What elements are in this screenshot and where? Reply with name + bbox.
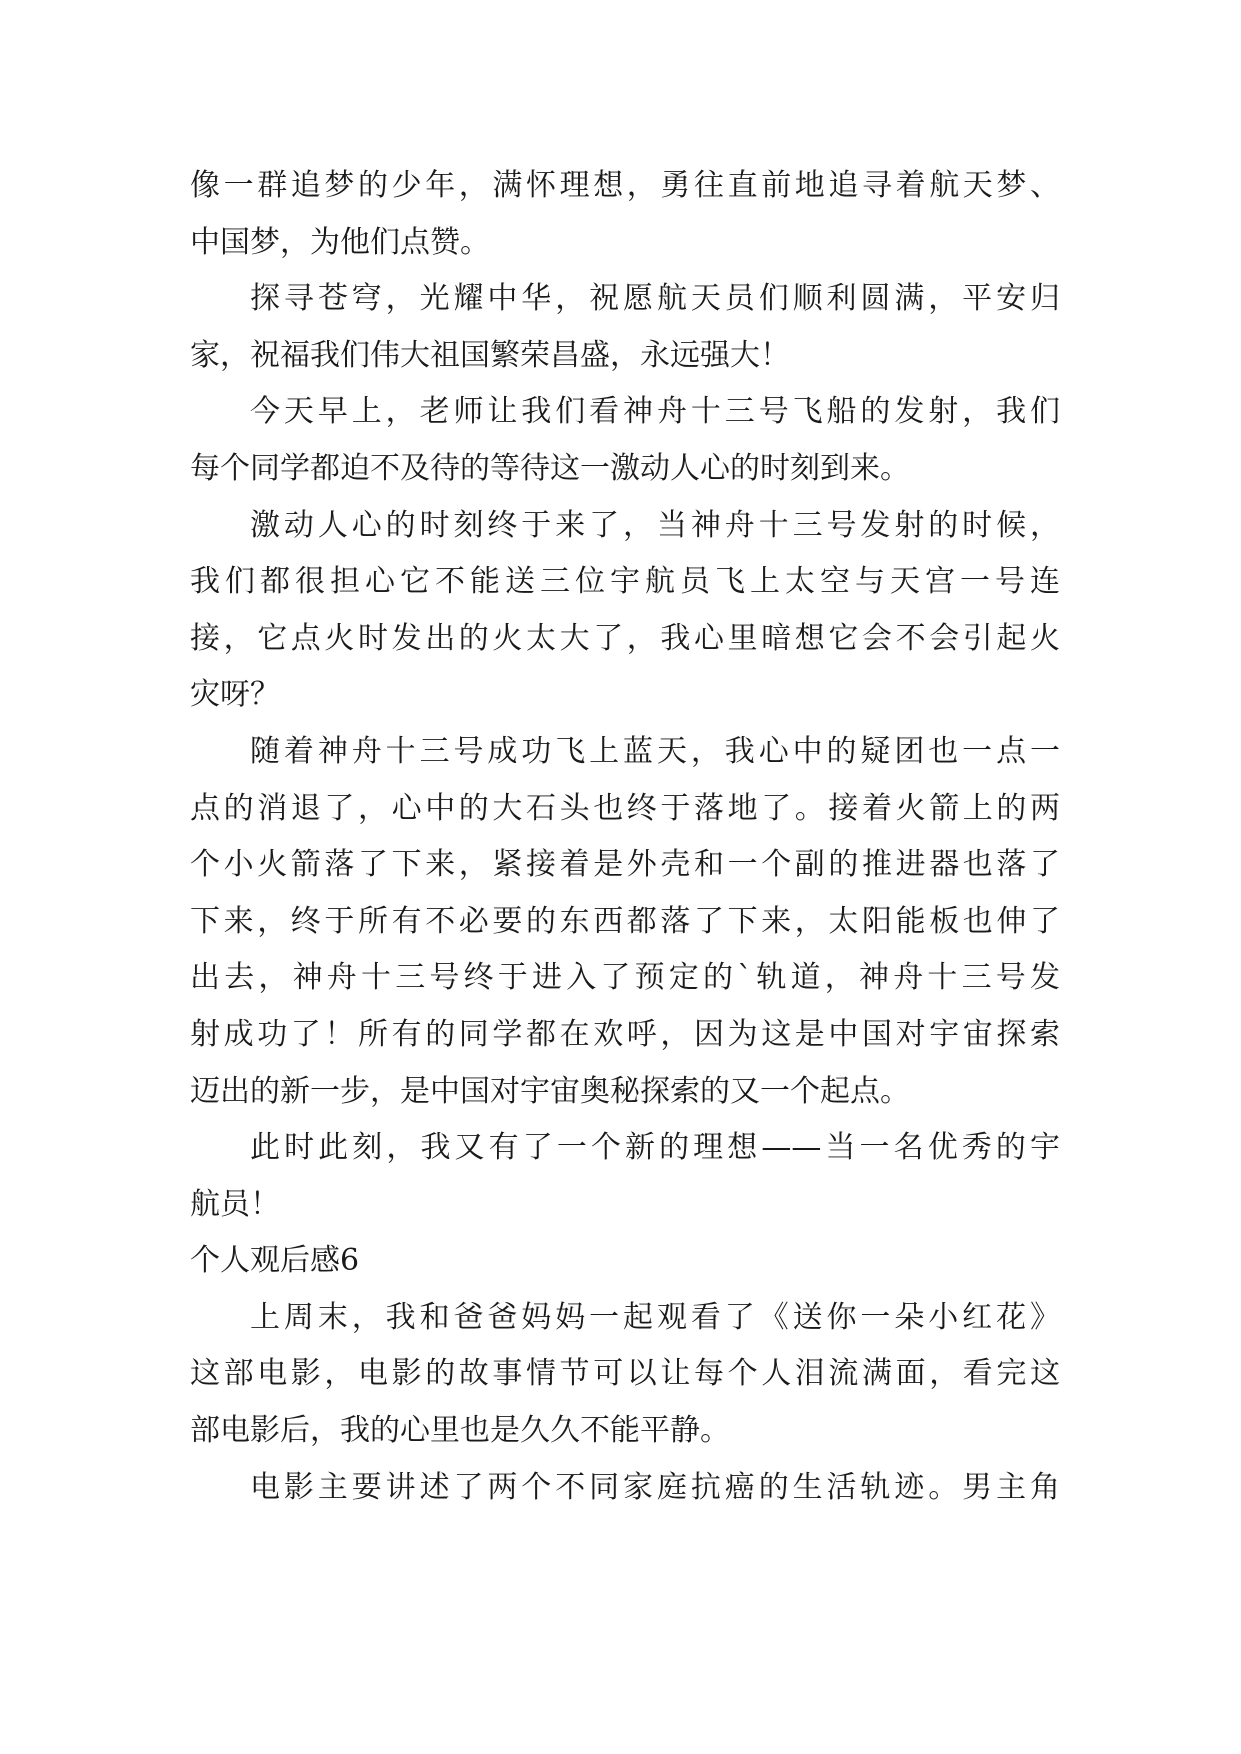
- text-line: 接，它点火时发出的火太大了，我心里暗想它会不会引起火: [190, 620, 1060, 656]
- text-line: 射成功了！所有的同学都在欢呼，因为这是中国对宇宙探索: [190, 1016, 1060, 1052]
- text-line: 此时此刻，我又有了一个新的理想——当一名优秀的宇: [250, 1130, 1060, 1166]
- text-line: 个小火箭落了下来，紧接着是外壳和一个副的推进器也落了: [190, 847, 1060, 883]
- text-line: 我们都很担心它不能送三位宇航员飞上太空与天宫一号连: [190, 564, 1060, 600]
- text-line: 灾呀？: [190, 677, 280, 713]
- text-line: 电影主要讲述了两个不同家庭抗癌的生活轨迹。男主角: [250, 1469, 1060, 1505]
- text-line: 上周末，我和爸爸妈妈一起观看了《送你一朵小红花》: [250, 1299, 1060, 1335]
- text-line: 中国梦，为他们点赞。: [190, 224, 490, 260]
- text-line: 家，祝福我们伟大祖国繁荣昌盛，永远强大！: [190, 337, 790, 373]
- text-line: 出去，神舟十三号终于进入了预定的`轨道，神舟十三号发: [190, 960, 1060, 996]
- text-line: 像一群追梦的少年，满怀理想，勇往直前地追寻着航天梦、: [190, 168, 1060, 203]
- text-line: 今天早上，老师让我们看神舟十三号飞船的发射，我们: [250, 394, 1060, 430]
- text-line: 探寻苍穹，光耀中华，祝愿航天员们顺利圆满，平安归: [250, 281, 1060, 317]
- text-line: 这部电影，电影的故事情节可以让每个人泪流满面，看完这: [190, 1356, 1060, 1392]
- text-line: 迈出的新一步，是中国对宇宙奥秘探索的又一个起点。: [190, 1073, 910, 1109]
- document-body: [190, 158, 1060, 1516]
- text-line: 下来，终于所有不必要的东西都落了下来，太阳能板也伸了: [190, 903, 1060, 939]
- text-line: 部电影后，我的心里也是久久不能平静。: [190, 1413, 730, 1449]
- text-line: 激动人心的时刻终于来了，当神舟十三号发射的时候，: [250, 507, 1060, 543]
- text-line: 每个同学都迫不及待的等待这一激动人心的时刻到来。: [190, 450, 910, 486]
- text-line: 点的消退了，心中的大石头也终于落地了。接着火箭上的两: [190, 790, 1060, 826]
- text-line: 航员！: [190, 1186, 280, 1222]
- section-heading: 个人观后感6: [190, 1243, 360, 1279]
- text-line: 随着神舟十三号成功飞上蓝天，我心中的疑团也一点一: [250, 733, 1060, 769]
